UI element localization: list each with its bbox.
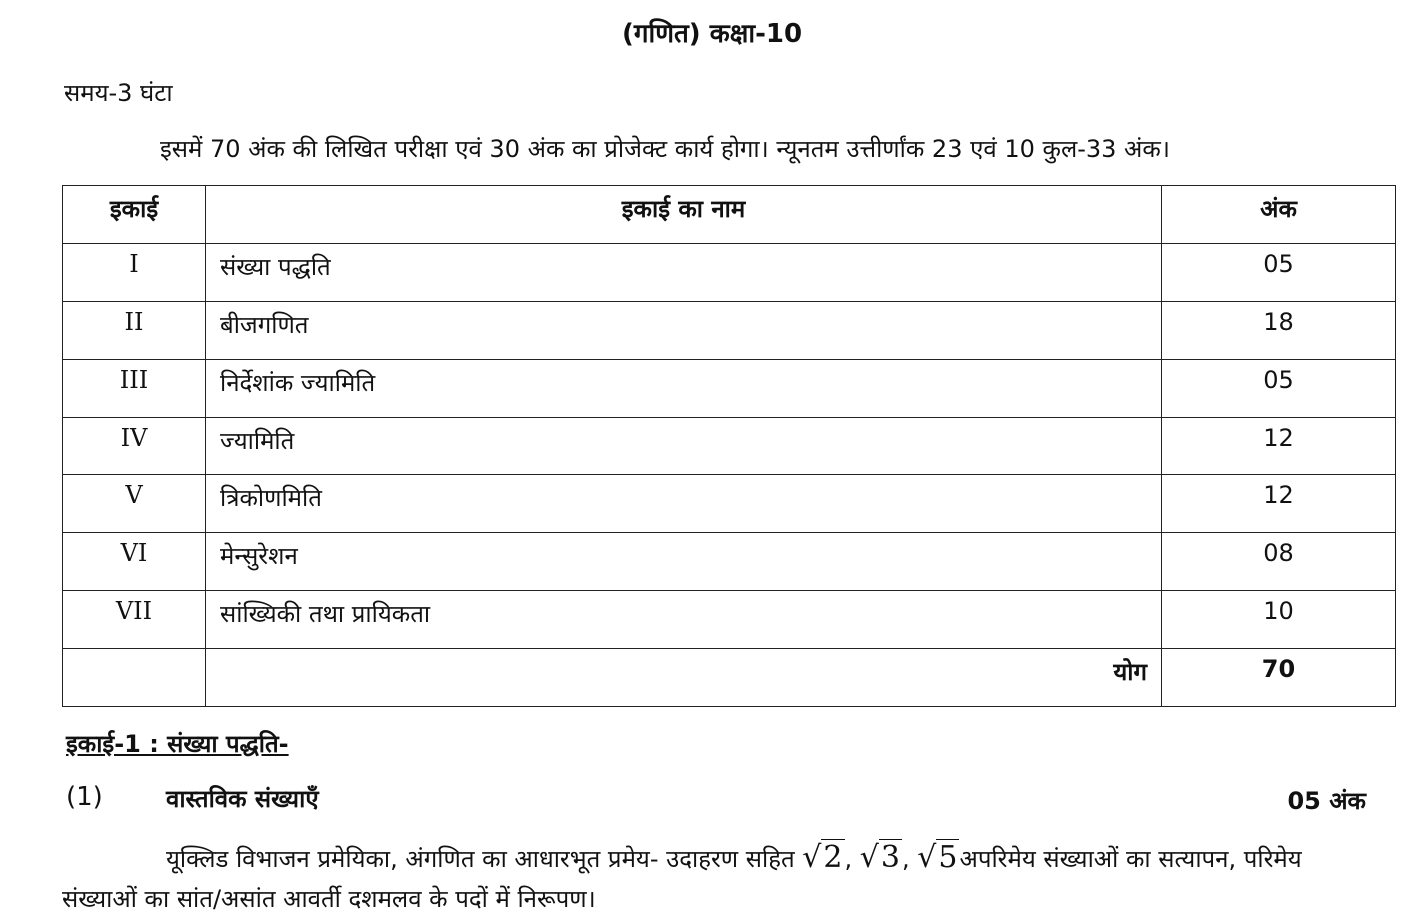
table-row: [63, 417, 1396, 475]
unit-number: I: [63, 243, 206, 301]
unit-name: बीजगणित: [206, 301, 1162, 359]
sqrt-2: √2: [802, 840, 843, 875]
unit-marks: 05: [1162, 359, 1396, 417]
unit-marks: 10: [1162, 591, 1396, 649]
unit-name: संख्या पद्धति: [206, 243, 1162, 301]
unit-marks: 05: [1162, 243, 1396, 301]
unit-marks: 12: [1162, 475, 1396, 533]
header-unit-name: इकाई का नाम: [206, 186, 1162, 244]
sqrt-5: √5: [917, 840, 958, 875]
page-title: (गणित) कक्षा-10: [621, 19, 803, 49]
time-duration: समय-3 घंटा: [64, 79, 173, 107]
topic-title: वास्तविक संख्याएँ: [166, 785, 319, 813]
table-row: [63, 359, 1396, 417]
desc-part1: यूक्लिड विभाजन प्रमेयिका, अंगणित का आधारभूत प्रमेय- उदाहरण सहित: [166, 845, 795, 873]
unit1-heading: इकाई-1 : संख्या पद्धति-: [66, 730, 289, 758]
unit-number: IV: [63, 417, 206, 475]
unit-name: मेन्सुरेशन: [206, 533, 1162, 591]
topic-marks: 05 अंक: [1287, 787, 1366, 815]
unit-number: II: [63, 301, 206, 359]
unit-name: ज्यामिति: [206, 417, 1162, 475]
unit-marks: 18: [1162, 301, 1396, 359]
topic-number: (1): [66, 782, 103, 812]
table-header-row: [63, 186, 1396, 244]
unit-number: V: [63, 475, 206, 533]
total-label: योग: [206, 649, 1162, 707]
table-row: [63, 301, 1396, 359]
unit-name: निर्देशांक ज्यामिति: [206, 359, 1162, 417]
table-row: [63, 533, 1396, 591]
units-table: [62, 185, 1396, 707]
unit-number: VII: [63, 591, 206, 649]
header-marks: अंक: [1162, 186, 1396, 244]
total-marks: 70: [1162, 649, 1396, 707]
unit-number: III: [63, 359, 206, 417]
topic-description: यूक्लिड विभाजन प्रमेयिका, अंगणित का आधारभूत प्रमेय- उदाहरण सहित √2, √3, √5अपरिमेय संख्याओं का सत्यापन, परिमेय संख्याओं का सांत/असांत आवर्ती दशमलव के पदों में निरूपण।: [62, 840, 1302, 913]
unit-marks: 12: [1162, 417, 1396, 475]
sqrt-3: √3: [859, 840, 900, 875]
unit-name: त्रिकोणमिति: [206, 475, 1162, 533]
total-empty-cell: [63, 649, 206, 707]
total-row: [63, 649, 1396, 707]
unit-name: सांख्यिकी तथा प्रायिकता: [206, 591, 1162, 649]
unit-number: VI: [63, 533, 206, 591]
header-unit: इकाई: [63, 186, 206, 244]
exam-intro: इसमें 70 अंक की लिखित परीक्षा एवं 30 अंक का प्रोजेक्ट कार्य होगा। न्यूनतम उत्तीर्णांक 23 एवं 10 कुल-33 अंक।: [160, 135, 1170, 163]
table-row: [63, 475, 1396, 533]
desc-part2: अपरिमेय संख्याओं का सत्यापन, परिमेय संख्याओं का सांत/असांत आवर्ती दशमलव के पदों में निरूपण।: [62, 845, 1302, 913]
table-row: [63, 591, 1396, 649]
table-row: [63, 243, 1396, 301]
unit-marks: 08: [1162, 533, 1396, 591]
